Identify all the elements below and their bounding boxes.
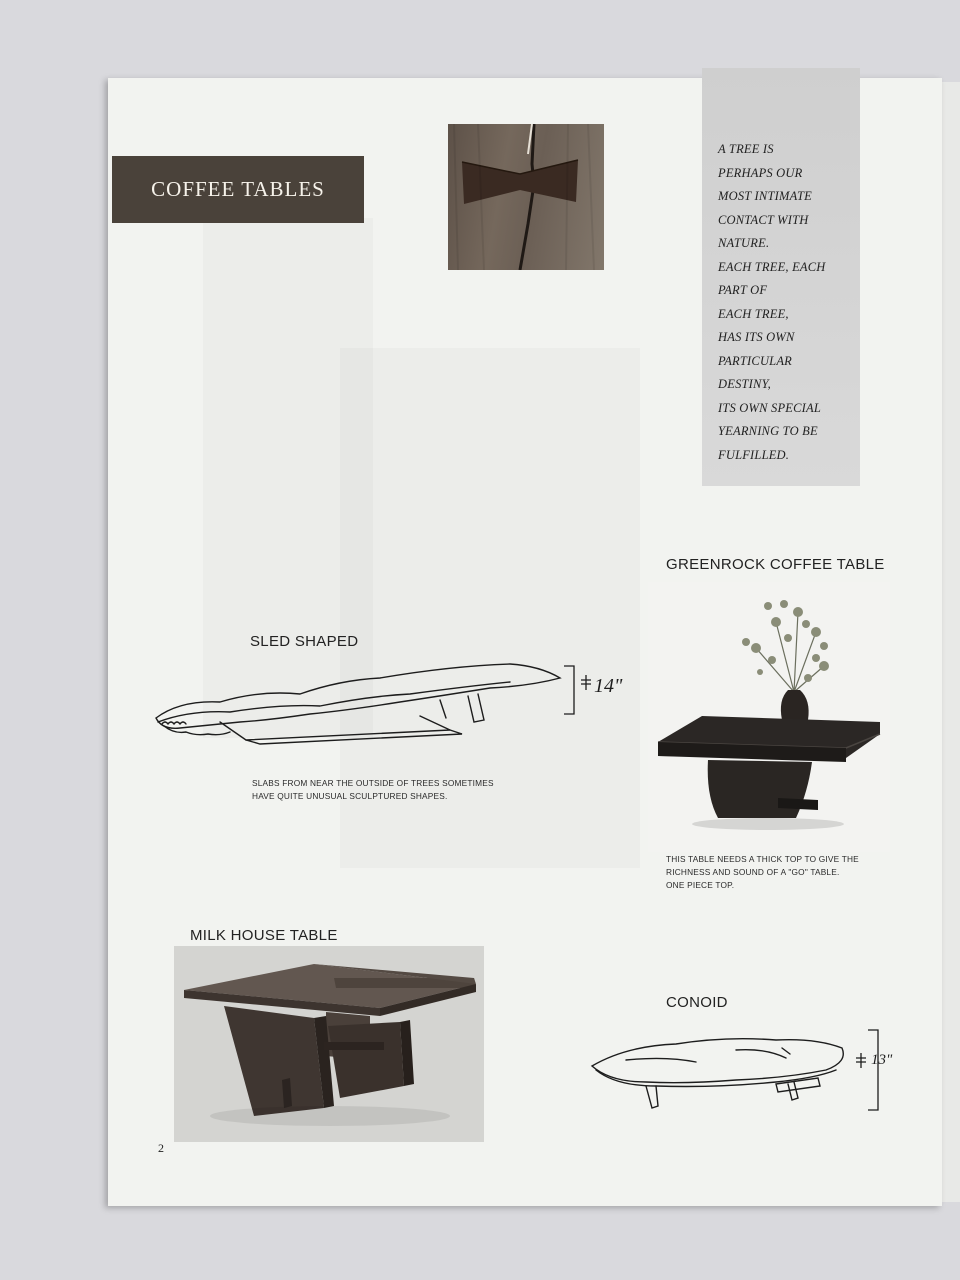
quote-line: HAS ITS OWN	[718, 330, 795, 344]
quote-line: EACH TREE, EACH	[718, 259, 826, 274]
quote-line: PERHAPS OUR	[718, 165, 803, 180]
quote-line: DESTINY,	[718, 377, 771, 391]
milkhouse-heading: MILK HOUSE TABLE	[190, 927, 338, 944]
quote-line: PART OF	[718, 283, 768, 297]
sled-caption	[252, 777, 494, 803]
quote-line: PARTICULAR	[718, 353, 792, 368]
brochure-page	[108, 78, 942, 1206]
quote-line: ITS OWN SPECIAL	[718, 400, 821, 415]
greenrock-table-photo	[648, 582, 890, 852]
quote-line: A TREE IS	[718, 142, 774, 156]
conoid-dimension-label: 13"	[871, 1052, 893, 1068]
quote-line: FULFILLED.	[718, 447, 790, 462]
greenrock-caption-line: ONE PIECE TOP.	[666, 880, 735, 890]
quote-line: CONTACT WITH	[718, 212, 809, 227]
greenrock-heading: GREENROCK COFFEE TABLE	[666, 556, 885, 573]
greenrock-caption	[666, 853, 859, 892]
sled-dimension-label: 14"	[594, 675, 623, 697]
section-title-banner	[112, 156, 364, 223]
greenrock-caption-line: RICHNESS AND SOUND OF A "GO" TABLE.	[666, 867, 840, 877]
conoid-table-sketch	[586, 1026, 916, 1116]
greenrock-caption-line: THIS TABLE NEEDS A THICK TOP TO GIVE THE	[666, 854, 859, 864]
sled-caption-line: SLABS FROM NEAR THE OUTSIDE OF TREES SOMETIMES	[252, 778, 494, 788]
page-number: 2	[158, 1141, 164, 1155]
sled-caption-line: HAVE QUITE UNUSUAL SCULPTURED SHAPES.	[252, 791, 448, 801]
quote-line: EACH TREE,	[718, 306, 789, 321]
quote-line: MOST INTIMATE	[718, 189, 812, 203]
conoid-heading: CONOID	[666, 994, 728, 1011]
sled-heading: SLED SHAPED	[250, 633, 359, 650]
quote-line: NATURE.	[718, 236, 770, 250]
quote-panel	[702, 68, 860, 486]
section-title: COFFEE TABLES	[151, 177, 325, 201]
butterfly-joint-photo	[448, 124, 604, 270]
quote-line: YEARNING TO BE	[718, 424, 818, 438]
sled-table-sketch	[150, 660, 640, 748]
milkhouse-table-photo	[174, 946, 484, 1142]
